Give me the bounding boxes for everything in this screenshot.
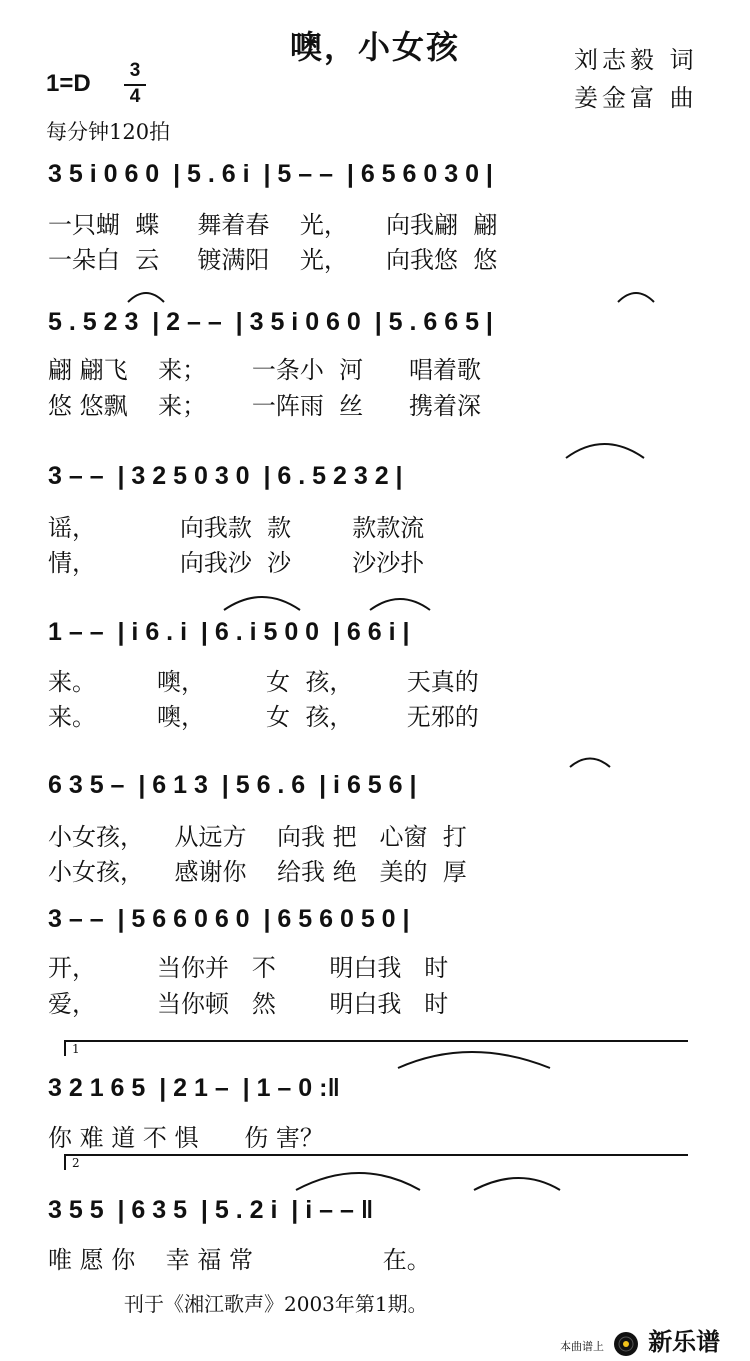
watermark-brand: 新乐谱 — [648, 1329, 721, 1356]
song-title: 噢，小女孩 — [289, 28, 460, 66]
lyric-row-4-verse-2: 来。 噢， 女 孩， 无邪的 — [48, 703, 479, 731]
slur — [224, 597, 300, 610]
lyricist-credit: 刘志毅 词 — [574, 46, 698, 74]
lyric-row-2-verse-2: 悠 悠飘 来； 一阵雨 丝 携着深 — [48, 392, 481, 420]
notes-row-7: 3 2 1 6 5 | 2 1 – | 1 – 0 :‖ — [48, 1074, 340, 1102]
source-note: 刊于《湘江歌声》2003年第1期。 — [124, 1292, 428, 1316]
notes-row-2: 5 . 5 2 3 | 2 – – | 3 5 i 0 6 0 | 5 . 6 6 5 | — [48, 308, 493, 336]
slur — [398, 1052, 550, 1068]
lyric-row-8: 唯 愿 你 幸 福 常 在。 — [48, 1246, 431, 1274]
slur — [370, 599, 430, 610]
time-signature-bottom: 4 — [129, 86, 141, 107]
vinyl-record-icon — [613, 1331, 639, 1361]
notes-row-6: 3 – – | 5 6 6 0 6 0 | 6 5 6 0 5 0 | — [48, 905, 410, 933]
slur — [570, 759, 610, 768]
time-signature-top: 3 — [129, 60, 141, 81]
lyric-row-3-verse-1: 谣， 向我款 款 款款流 — [48, 514, 425, 542]
lyric-row-5-verse-1: 小女孩， 从远方 向我 把 心窗 打 — [48, 823, 467, 851]
key-signature: 1=D — [46, 70, 91, 97]
watermark-small-text: 本曲谱上 — [560, 1341, 604, 1353]
lyric-row-3-verse-2: 情， 向我沙 沙 沙沙扑 — [48, 549, 425, 577]
notes-row-5: 6 3 5 – | 6 1 3 | 5 6 . 6 | i 6 5 6 | — [48, 771, 417, 799]
lyric-row-7: 你 难 道 不 惧 伤 害？ — [48, 1124, 324, 1152]
notes-row-4: 1 – – | i 6 . i | 6 . i 5 0 0 | 6 6 i | — [48, 618, 410, 646]
lyric-row-6-verse-2: 爱， 当你顿 然 明白我 时 — [48, 990, 449, 1018]
lyric-row-5-verse-2: 小女孩， 感谢你 给我 绝 美的 厚 — [48, 858, 467, 886]
notes-row-3: 3 – – | 3 2 5 0 3 0 | 6 . 5 2 3 2 | — [48, 462, 403, 490]
composer-credit: 姜金富 曲 — [574, 84, 698, 112]
lyric-row-1-verse-2: 一朵白 云 镀满阳 光， 向我悠 悠 — [48, 246, 498, 274]
slur — [296, 1173, 420, 1190]
slur — [566, 444, 644, 458]
slur — [618, 293, 654, 302]
tempo-marking: 每分钟120拍 — [46, 120, 171, 144]
volta-number-2: 2 — [72, 1156, 80, 1170]
notes-row-1: 3 5 i 0 6 0 | 5 . 6 i | 5 – – | 6 5 6 0 3 0 | — [48, 160, 493, 188]
slur — [474, 1178, 560, 1190]
notes-row-8: 3 5 5 | 6 3 5 | 5 . 2 i | i – – ‖ — [48, 1196, 374, 1224]
slur — [128, 293, 164, 302]
lyric-row-4-verse-1: 来。 噢， 女 孩， 天真的 — [48, 668, 479, 696]
lyric-row-6-verse-1: 开， 当你并 不 明白我 时 — [48, 954, 449, 982]
volta-number-1: 1 — [72, 1042, 80, 1056]
lyric-row-2-verse-1: 翩 翩飞 来； 一条小 河 唱着歌 — [48, 356, 481, 384]
watermark — [560, 1322, 720, 1361]
lyric-row-1-verse-1: 一只蝴 蝶 舞着春 光， 向我翩 翩 — [48, 211, 498, 239]
